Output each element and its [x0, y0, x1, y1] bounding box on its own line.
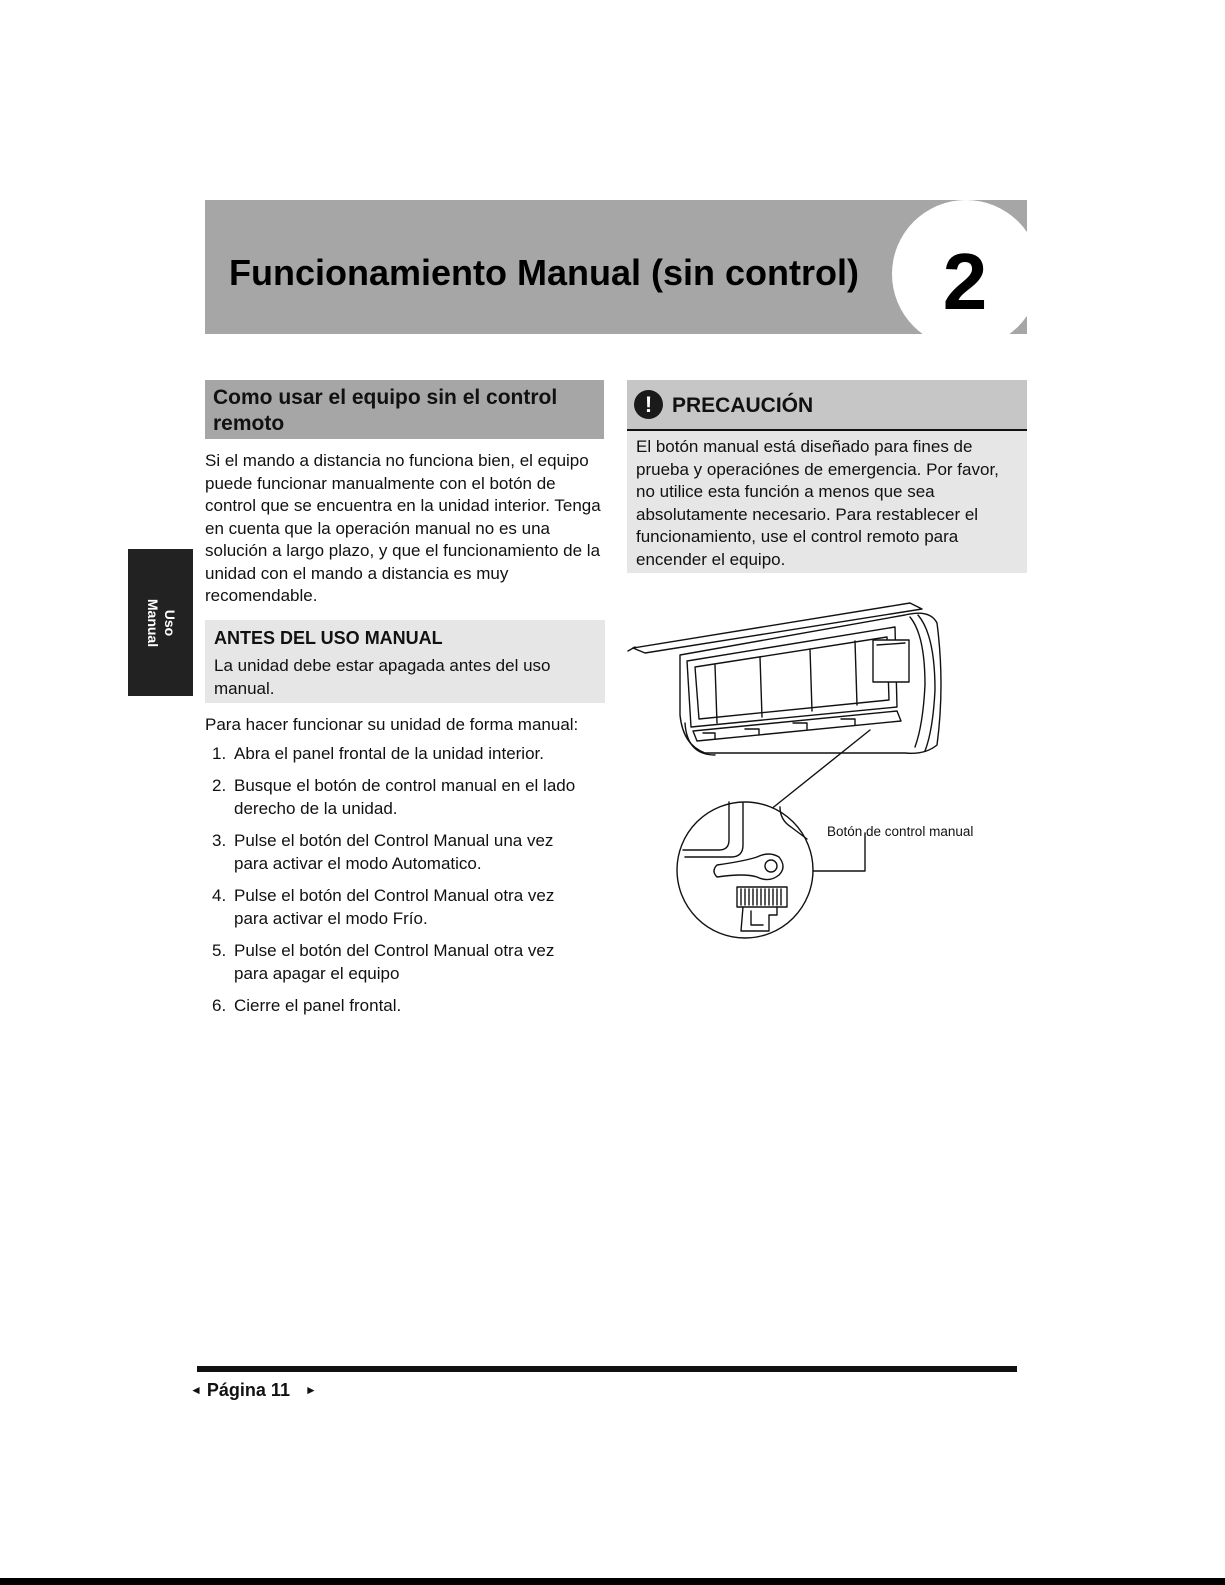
caution-text: El botón manual está diseñado para fines de prueba y operaciónes de emergencia. Por favor, no utilice esta función a menos que sea absolutamente necesario. Para restablecer el funcionamiento, use el control remoto para encender el equipo.	[636, 437, 999, 569]
indoor-unit-illustration	[625, 595, 1005, 955]
step-item	[212, 884, 574, 930]
step-text: Busque el botón de control manual en el lado derecho de la unidad.	[234, 776, 576, 818]
exclamation-icon: !	[634, 390, 663, 419]
step-item	[212, 994, 612, 1017]
page-navigation	[190, 1378, 317, 1402]
chapter-number: 2	[942, 237, 988, 326]
step-text: Pulse el botón del Control Manual otra vez para activar el modo Frío.	[234, 886, 555, 928]
step-text: Abra el panel frontal de la unidad interior.	[234, 744, 544, 763]
intro-paragraph: Si el mando a distancia no funciona bien, el equipo puede funcionar manualmente con el botón de control que se encuentra en la unidad interior. Tenga en cuenta que la operación manual no es una solución a largo plazo, y que el funcionamiento de la unidad con el mando a distancia es muy recomendable.	[205, 451, 601, 605]
before-use-title: ANTES DEL USO MANUAL	[214, 628, 443, 648]
page-title: Funcionamiento Manual (sin control)	[229, 252, 859, 293]
step-number: 2.	[212, 776, 227, 795]
step-item	[212, 774, 584, 820]
step-item	[212, 829, 564, 875]
callout-label: Botón de control manual	[827, 824, 974, 839]
side-tab-line2: Manual	[144, 598, 161, 647]
step-number: 6.	[212, 996, 227, 1015]
step-text: Cierre el panel frontal.	[234, 996, 402, 1015]
steps-intro: Para hacer funcionar su unidad de forma manual:	[205, 715, 579, 734]
side-tab-line1: Uso	[161, 609, 178, 636]
before-use-text: La unidad debe estar apagada antes del uso manual.	[214, 656, 551, 698]
step-text: Pulse el botón del Control Manual otra vez para apagar el equipo	[234, 941, 555, 983]
steps-list	[212, 742, 612, 1017]
page-number: Página 11	[206, 1380, 290, 1400]
step-number: 1.	[212, 744, 227, 763]
prev-page-arrow-icon[interactable]: ◄	[190, 1383, 202, 1397]
step-number: 3.	[212, 831, 227, 850]
next-page-arrow-icon[interactable]: ►	[304, 1383, 317, 1397]
footer-rule	[197, 1366, 1017, 1372]
step-number: 5.	[212, 941, 227, 960]
section-title: Como usar el equipo sin el control remoto	[205, 380, 604, 439]
step-number: 4.	[212, 886, 227, 905]
page-bottom-rule	[0, 1578, 1225, 1585]
step-text: Pulse el botón del Control Manual una vez para activar el modo Automatico.	[234, 831, 554, 873]
side-tab	[128, 549, 193, 696]
caution-box	[627, 380, 1027, 573]
before-use-box	[205, 620, 605, 703]
side-tab-label	[144, 598, 178, 646]
chapter-header	[205, 200, 1027, 334]
step-item	[212, 939, 574, 985]
caution-title: PRECAUCIÓN	[672, 394, 814, 417]
caution-header	[627, 380, 1027, 431]
step-item	[212, 742, 612, 765]
